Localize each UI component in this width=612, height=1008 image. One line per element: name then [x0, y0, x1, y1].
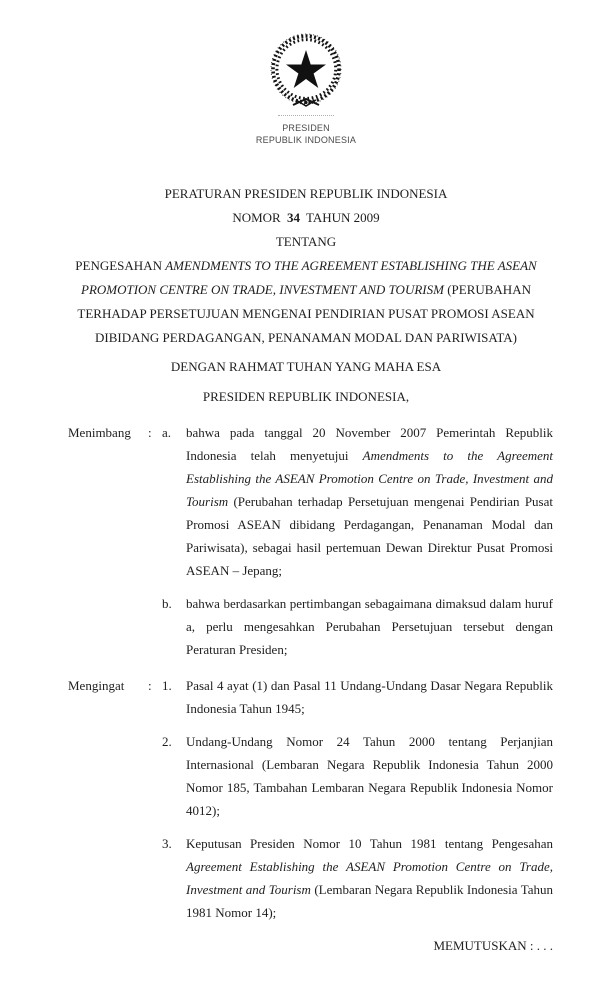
star-in-wreath-icon — [266, 30, 346, 114]
section-label-mengingat: Mengingat — [68, 678, 125, 693]
item-marker: 1. — [162, 678, 172, 693]
tentang-line: TENTANG — [275, 234, 337, 249]
nomor-label: NOMOR — [232, 210, 281, 225]
item-text — [186, 674, 553, 720]
regulation-title-line: PERATURAN PRESIDEN REPUBLIK INDONESIA — [164, 186, 448, 201]
text-run-italic: Amendments to the Agreement Establishing the ASEAN Promotion Centre on Trade, Investment and Tourism — [186, 448, 553, 509]
colon-separator: : — [148, 425, 152, 440]
text-run: bahwa berdasarkan pertimbangan sebagaimana dimaksud dalam huruf a, perlu mengesahkan Perubahan Persetujuan tersebut dengan Peraturan Presiden; — [186, 596, 553, 657]
item-marker: b. — [162, 596, 172, 611]
preamble — [0, 355, 612, 409]
subject-foreign-title: AMENDMENTS TO THE AGREEMENT ESTABLISHING THE ASEAN PROMOTION CENTRE ON TRADE, INVESTMENT AND TOURISM — [81, 258, 537, 297]
emblem-caption-line2: REPUBLIK INDONESIA — [255, 135, 357, 145]
letterhead — [0, 0, 612, 146]
title-block — [52, 182, 560, 350]
text-run: (Lembaran Negara Republik Indonesia Tahun 1981 Nomor 14); — [186, 882, 553, 920]
text-run: bahwa pada tanggal 20 November 2007 Pemerintah Republik Indonesia telah menyetujui — [186, 425, 553, 463]
subject-translation: (PERUBAHAN TERHADAP PERSETUJUAN MENGENAI PENDIRIAN PUSAT PROMOSI ASEAN DIBIDANG PERDAGANGAN, PENANAMAN MODAL DAN PARIWISATA) — [77, 282, 535, 345]
item-text — [186, 832, 553, 924]
nomor-value: 34 — [286, 210, 300, 225]
emblem-caption — [0, 122, 612, 146]
text-run: (Perubahan terhadap Persetujuan mengenai Pendirian Pusat Promosi ASEAN dibidang Perdagangan, Penanaman Modal dan Pariwisata), sebagai hasil pertemuan Dewan Direktur Pusat Promosi ASEAN – Jepang; — [186, 494, 553, 578]
menimbang-item-a — [68, 421, 553, 582]
colon-separator: : — [148, 678, 152, 693]
item-marker: 3. — [162, 836, 172, 851]
item-text — [186, 730, 553, 822]
presidential-emblem — [266, 30, 346, 116]
section-label-menimbang: Menimbang — [68, 425, 131, 440]
text-run-italic: Agreement Establishing the ASEAN Promotion Centre on Trade, Investment and Tourism — [186, 859, 553, 897]
menimbang-item-b — [68, 592, 553, 661]
invocation-line: DENGAN RAHMAT TUHAN YANG MAHA ESA — [170, 359, 442, 374]
mengingat-item-2 — [68, 730, 553, 822]
emblem-ribbon-mark — [278, 115, 334, 116]
considerations-block — [68, 421, 553, 924]
mengingat-item-1 — [68, 674, 553, 720]
item-marker: 2. — [162, 734, 172, 749]
text-run: Pasal 4 ayat (1) dan Pasal 11 Undang-Undang Dasar Negara Republik Indonesia Tahun 1945; — [186, 678, 553, 716]
emblem-caption-line1: PRESIDEN — [282, 123, 330, 133]
authority-line: PRESIDEN REPUBLIK INDONESIA, — [202, 389, 410, 404]
tahun-label: TAHUN 2009 — [305, 210, 380, 225]
text-run: Keputusan Presiden Nomor 10 Tahun 1981 tentang Pengesahan — [186, 836, 553, 851]
memutuskan-catchword: MEMUTUSKAN : . . . — [433, 938, 553, 953]
subject-prefix: PENGESAHAN — [75, 258, 166, 273]
item-text — [186, 421, 553, 582]
text-run: Undang-Undang Nomor 24 Tahun 2000 tentang Perjanjian Internasional (Lembaran Negara Republik Indonesia Tahun 2000 Nomor 185, Tambahan Lembaran Negara Republik Indonesia Nomor 4012); — [186, 734, 553, 818]
item-text — [186, 592, 553, 661]
mengingat-item-3 — [68, 832, 553, 924]
item-marker: a. — [162, 425, 172, 440]
regulation-subject — [52, 254, 560, 350]
regulation-number-line — [52, 206, 560, 230]
